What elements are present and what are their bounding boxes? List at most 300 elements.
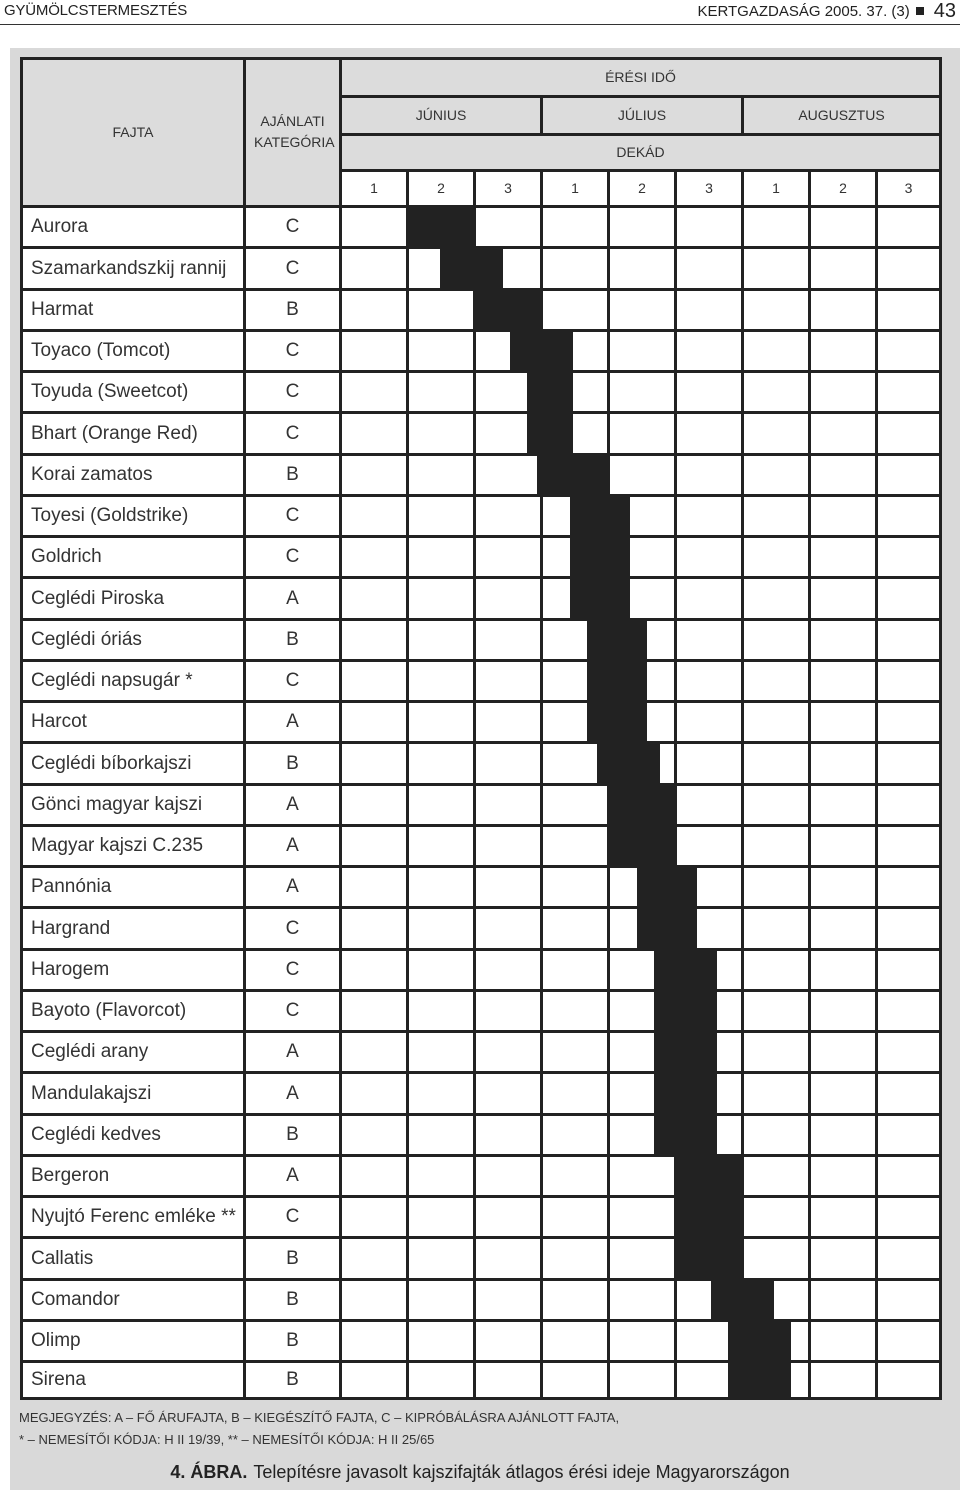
decade-cell <box>744 992 808 1030</box>
header-divider <box>0 24 960 25</box>
harvest-period-bar <box>587 659 647 703</box>
decade-cell <box>811 497 875 535</box>
decade-cell <box>811 538 875 576</box>
bullet-square-icon <box>916 7 924 15</box>
decade-cell <box>744 208 808 246</box>
decade-cell <box>342 332 406 370</box>
decade-cell <box>543 1157 607 1195</box>
decade-number: 1 <box>370 180 378 196</box>
decade-cell <box>342 992 406 1030</box>
decade-cell <box>409 373 473 411</box>
legend-note-line-2: * – NEMESÍTŐI KÓDJA: H II 19/39, ** – NEMESÍTŐI KÓDJA: H II 25/65 <box>19 1432 435 1447</box>
decade-cell <box>409 456 473 494</box>
decade-cell <box>409 909 473 948</box>
section-title: GYÜMÖLCSTERMESZTÉS <box>4 2 188 19</box>
harvest-period-bar <box>674 1195 744 1239</box>
decade-cell <box>409 951 473 989</box>
decade-cell <box>610 249 674 288</box>
variety-category: C <box>285 258 300 279</box>
decade-cell <box>409 1033 473 1071</box>
harvest-period-bar <box>440 246 503 291</box>
decade-cell <box>543 249 607 288</box>
decade-number: 2 <box>839 180 847 196</box>
harvest-period-bar <box>527 370 573 414</box>
decade-cell <box>677 703 741 741</box>
decade-cell <box>342 951 406 989</box>
decade-cell <box>543 992 607 1030</box>
variety-name: Ceglédi arany <box>31 1041 149 1062</box>
decade-cell <box>878 208 939 246</box>
decade-cell <box>342 1116 406 1154</box>
decade-cell <box>409 992 473 1030</box>
variety-name: Olimp <box>31 1330 81 1351</box>
decade-cell <box>610 1363 674 1397</box>
variety-name: Ceglédi óriás <box>31 629 142 650</box>
decade-cell <box>342 497 406 535</box>
harvest-period-bar <box>674 1236 744 1281</box>
variety-category: C <box>285 340 300 361</box>
decade-cell <box>342 249 406 288</box>
decade-cell <box>744 744 808 783</box>
decade-cell <box>476 538 540 576</box>
decade-cell <box>610 332 674 370</box>
page-header <box>0 0 960 24</box>
figure-title: Telepítésre javasolt kajszifajták átlagos érési ideje Magyarországon <box>253 1462 790 1482</box>
harvest-period-bar <box>527 411 573 456</box>
decade-cell <box>476 497 540 535</box>
decade-cell <box>744 1239 808 1278</box>
decade-cell <box>677 249 741 288</box>
decade-cell <box>409 1116 473 1154</box>
variety-name: Szamarkandszkij rannij <box>31 258 227 279</box>
decade-cell <box>878 456 939 494</box>
decade-cell <box>543 1363 607 1397</box>
decade-cell <box>409 786 473 824</box>
figure-label: 4. ÁBRA. <box>170 1462 248 1482</box>
decade-cell <box>476 1322 540 1360</box>
decade-cell <box>342 786 406 824</box>
harvest-period-bar <box>537 453 607 497</box>
decade-cell <box>342 1363 406 1397</box>
variety-name: Ceglédi kedves <box>31 1124 161 1145</box>
decade-cell <box>878 1074 939 1113</box>
decade-cell <box>878 373 939 411</box>
decade-cell <box>342 703 406 741</box>
variety-name: Bayoto (Flavorcot) <box>31 1000 187 1021</box>
variety-name: Ceglédi Piroska <box>31 588 165 609</box>
decade-cell <box>342 291 406 329</box>
harvest-period-bar <box>570 576 630 621</box>
decade-cell <box>878 1033 939 1071</box>
decade-cell <box>878 1322 939 1360</box>
decade-cell <box>476 1198 540 1236</box>
decade-number: 1 <box>571 180 579 196</box>
variety-name: Bergeron <box>31 1165 110 1186</box>
decade-cell <box>342 1239 406 1278</box>
decade-cell <box>409 291 473 329</box>
decade-cell <box>476 456 540 494</box>
decade-cell <box>677 579 741 618</box>
legend-note-line-1: MEGJEGYZÉS: A – FŐ ÁRUFAJTA, B – KIEGÉSZÍTŐ FAJTA, C – KIPRÓBÁLÁSRA AJÁNLOTT FAJTA, <box>19 1410 620 1425</box>
harvest-period-bar <box>711 1278 774 1322</box>
harvest-time-header: ÉRÉSI IDŐ <box>605 69 676 85</box>
decade-cell <box>878 1363 939 1397</box>
decade-cell <box>878 497 939 535</box>
decade-cell <box>342 414 406 453</box>
variety-category: C <box>285 1206 300 1227</box>
variety-category: C <box>285 918 300 939</box>
decade-cell <box>878 291 939 329</box>
decade-cell <box>878 992 939 1030</box>
variety-category: A <box>286 1083 299 1104</box>
decade-cell <box>342 538 406 576</box>
decade-cell <box>476 868 540 906</box>
decade-cell <box>811 827 875 865</box>
decade-cell <box>476 1363 540 1397</box>
decade-cell <box>342 1322 406 1360</box>
decade-cell <box>342 662 406 700</box>
decade-cell <box>409 1074 473 1113</box>
variety-name: Magyar kajszi C.235 <box>31 835 204 856</box>
decade-cell <box>543 1033 607 1071</box>
variety-category: C <box>285 423 300 444</box>
decade-cell <box>811 909 875 948</box>
harvest-period-bar <box>654 1030 717 1074</box>
harvest-period-bar <box>570 535 630 579</box>
decade-cell <box>543 1198 607 1236</box>
harvest-period-bar <box>510 329 573 373</box>
harvest-period-bar <box>587 700 647 744</box>
decade-cell <box>409 662 473 700</box>
decade-cell <box>476 827 540 865</box>
harvest-period-bar <box>728 1360 791 1400</box>
page-number: 43 <box>933 0 956 22</box>
variety-name: Toyaco (Tomcot) <box>31 340 171 361</box>
harvest-period-bar <box>597 741 660 786</box>
decade-number: 3 <box>504 180 512 196</box>
decade-cell <box>342 909 406 948</box>
variety-name: Gönci magyar kajszi <box>31 794 203 815</box>
decade-cell <box>409 703 473 741</box>
decade-cell <box>677 786 741 824</box>
decade-cell <box>744 538 808 576</box>
decade-cell <box>677 538 741 576</box>
variety-category: A <box>286 1165 299 1186</box>
variety-category: A <box>286 711 299 732</box>
decade-cell <box>610 1198 674 1236</box>
decade-cell <box>543 868 607 906</box>
decade-cell <box>543 827 607 865</box>
decade-cell <box>744 621 808 659</box>
decade-cell <box>811 1074 875 1113</box>
decade-cell <box>811 208 875 246</box>
decade-cell <box>878 951 939 989</box>
variety-category: C <box>285 1000 300 1021</box>
decade-cell <box>811 992 875 1030</box>
harvest-period-bar <box>607 783 677 827</box>
decade-cell <box>342 579 406 618</box>
variety-category: A <box>286 794 299 815</box>
decade-cell <box>476 579 540 618</box>
decade-cell <box>476 1157 540 1195</box>
figure-caption <box>0 1462 960 1483</box>
decade-cell <box>677 414 741 453</box>
decade-number: 1 <box>772 180 780 196</box>
variety-name: Korai zamatos <box>31 464 153 485</box>
decade-cell <box>409 1157 473 1195</box>
variety-name: Ceglédi bíborkajszi <box>31 753 192 774</box>
decade-cell <box>476 1281 540 1319</box>
harvest-period-bar <box>654 1071 717 1116</box>
decade-cell <box>409 744 473 783</box>
decade-cell <box>744 1157 808 1195</box>
decade-cell <box>811 662 875 700</box>
variety-name: Harogem <box>31 959 110 980</box>
decade-cell <box>476 208 540 246</box>
decade-cell <box>342 208 406 246</box>
variety-category: B <box>286 299 299 320</box>
decade-cell <box>878 827 939 865</box>
decade-cell <box>409 868 473 906</box>
month-header: JÚNIUS <box>415 107 467 123</box>
harvest-period-bar <box>570 494 630 538</box>
variety-name: Goldrich <box>31 546 102 567</box>
decade-cell <box>342 868 406 906</box>
variety-category: B <box>286 753 299 774</box>
decade-cell <box>677 497 741 535</box>
decade-cell <box>811 786 875 824</box>
harvest-period-bar <box>607 824 677 868</box>
variety-category: A <box>286 876 299 897</box>
decade-cell <box>878 1239 939 1278</box>
decade-cell <box>744 497 808 535</box>
decade-cell <box>811 1239 875 1278</box>
decade-cell <box>476 786 540 824</box>
decade-cell <box>543 951 607 989</box>
month-header: JÚLIUS <box>617 107 667 123</box>
decade-cell <box>342 744 406 783</box>
journal-name: KERTGAZDASÁG 2005. 37. (3) <box>697 3 910 20</box>
decade-cell <box>811 291 875 329</box>
decade-cell <box>342 456 406 494</box>
variety-name: Aurora <box>31 216 89 237</box>
decade-cell <box>811 373 875 411</box>
decade-cell <box>878 909 939 948</box>
decade-cell <box>744 579 808 618</box>
variety-category: A <box>286 835 299 856</box>
decade-cell <box>811 1198 875 1236</box>
decade-cell <box>744 456 808 494</box>
decade-cell <box>610 1239 674 1278</box>
decade-cell <box>811 579 875 618</box>
decade-cell <box>878 332 939 370</box>
decade-cell <box>342 1281 406 1319</box>
decade-cell <box>610 291 674 329</box>
variety-category: C <box>285 546 300 567</box>
decade-cell <box>811 1157 875 1195</box>
variety-name: Toyuda (Sweetcot) <box>31 381 189 402</box>
decade-cell <box>543 1322 607 1360</box>
decade-cell <box>476 703 540 741</box>
decade-cell <box>878 1198 939 1236</box>
decade-cell <box>476 1239 540 1278</box>
decade-cell <box>744 909 808 948</box>
variety-name: Nyujtó Ferenc emléke ** <box>31 1206 236 1227</box>
variety-name: Mandulakajszi <box>31 1083 152 1104</box>
decade-cell <box>878 1116 939 1154</box>
decade-cell <box>811 703 875 741</box>
decade-cell <box>409 1239 473 1278</box>
variety-category: C <box>285 670 300 691</box>
variety-category: C <box>285 381 300 402</box>
variety-category: B <box>286 1248 299 1269</box>
decade-cell <box>878 538 939 576</box>
decade-cell <box>811 1116 875 1154</box>
decade-cell <box>744 249 808 288</box>
variety-category: B <box>286 1369 299 1390</box>
harvest-period-bar <box>637 865 697 909</box>
decade-cell <box>409 579 473 618</box>
variety-name: Callatis <box>31 1248 94 1269</box>
decade-cell <box>677 373 741 411</box>
decade-cell <box>543 1116 607 1154</box>
decade-cell <box>878 1281 939 1319</box>
variety-category: C <box>285 959 300 980</box>
variety-category: B <box>286 464 299 485</box>
decade-cell <box>677 208 741 246</box>
decade-cell <box>409 1322 473 1360</box>
decade-cell <box>744 951 808 989</box>
decade-cell <box>409 538 473 576</box>
decade-cell <box>543 1074 607 1113</box>
decade-cell <box>878 786 939 824</box>
decade-cell <box>409 1281 473 1319</box>
decade-cell <box>342 621 406 659</box>
decade-cell <box>811 1033 875 1071</box>
variety-name: Comandor <box>31 1289 120 1310</box>
harvest-period-bar <box>473 288 543 332</box>
variety-category: A <box>286 1041 299 1062</box>
harvest-period-bar <box>637 906 697 951</box>
decade-cell <box>409 1363 473 1397</box>
decade-cell <box>878 868 939 906</box>
decade-cell <box>811 332 875 370</box>
decade-cell <box>476 621 540 659</box>
decade-cell <box>744 414 808 453</box>
decade-number: 3 <box>705 180 713 196</box>
decade-cell <box>476 909 540 948</box>
decade-cell <box>811 744 875 783</box>
decade-cell <box>476 1116 540 1154</box>
decade-cell <box>677 291 741 329</box>
decade-cell <box>543 1281 607 1319</box>
decade-cell <box>811 249 875 288</box>
decade-cell <box>878 1157 939 1195</box>
decade-cell <box>878 703 939 741</box>
harvest-period-bar <box>654 948 717 992</box>
decade-number: 2 <box>638 180 646 196</box>
decade-cell <box>811 414 875 453</box>
harvest-period-bar <box>674 1154 744 1198</box>
variety-name: Hargrand <box>31 918 111 939</box>
decade-cell <box>342 1157 406 1195</box>
decade-cell <box>543 1239 607 1278</box>
decade-cell <box>744 373 808 411</box>
decade-cell <box>476 951 540 989</box>
decade-cell <box>610 1281 674 1319</box>
decade-cell <box>409 497 473 535</box>
harvest-table <box>20 57 942 1400</box>
harvest-period-bar <box>406 205 476 249</box>
decade-cell <box>811 951 875 989</box>
variety-name: Harcot <box>31 711 87 732</box>
decade-cell <box>744 868 808 906</box>
decade-cell <box>476 744 540 783</box>
variety-name: Ceglédi napsugár * <box>31 670 193 691</box>
decade-cell <box>677 621 741 659</box>
decade-cell <box>811 1322 875 1360</box>
decade-cell <box>744 827 808 865</box>
decade-cell <box>811 1363 875 1397</box>
variety-name: Toyesi (Goldstrike) <box>31 505 189 526</box>
decade-cell <box>409 1198 473 1236</box>
harvest-period-bar <box>728 1319 791 1363</box>
decade-cell <box>744 1116 808 1154</box>
decade-cell <box>744 1033 808 1071</box>
variety-name: Sirena <box>31 1369 86 1390</box>
decade-cell <box>409 827 473 865</box>
variety-category: A <box>286 588 299 609</box>
variety-category: B <box>286 1124 299 1145</box>
decade-cell <box>476 1033 540 1071</box>
harvest-period-bar <box>654 1113 717 1157</box>
decade-cell <box>744 1198 808 1236</box>
journal-reference <box>697 0 956 23</box>
decade-cell <box>409 332 473 370</box>
dekad-header: DEKÁD <box>616 144 665 160</box>
decade-cell <box>677 662 741 700</box>
decade-cell <box>342 373 406 411</box>
decade-cell <box>610 414 674 453</box>
variety-name: Pannónia <box>31 876 112 897</box>
decade-cell <box>543 786 607 824</box>
fajta-header: FAJTA <box>112 124 154 140</box>
decade-cell <box>342 1198 406 1236</box>
variety-category: B <box>286 1330 299 1351</box>
decade-cell <box>476 992 540 1030</box>
decade-cell <box>677 332 741 370</box>
decade-cell <box>878 249 939 288</box>
month-header: AUGUSZTUS <box>798 107 885 123</box>
decade-cell <box>610 373 674 411</box>
decade-cell <box>878 621 939 659</box>
decade-cell <box>878 662 939 700</box>
decade-cell <box>878 414 939 453</box>
decade-cell <box>811 621 875 659</box>
decade-cell <box>878 579 939 618</box>
decade-cell <box>342 1033 406 1071</box>
decade-cell <box>476 1074 540 1113</box>
decade-cell <box>610 1322 674 1360</box>
decade-cell <box>744 662 808 700</box>
decade-cell <box>677 744 741 783</box>
harvest-period-bar <box>587 618 647 662</box>
decade-cell <box>811 456 875 494</box>
variety-category: B <box>286 1289 299 1310</box>
decade-number: 3 <box>904 180 913 196</box>
variety-category: C <box>285 505 300 526</box>
variety-category: B <box>286 629 299 650</box>
